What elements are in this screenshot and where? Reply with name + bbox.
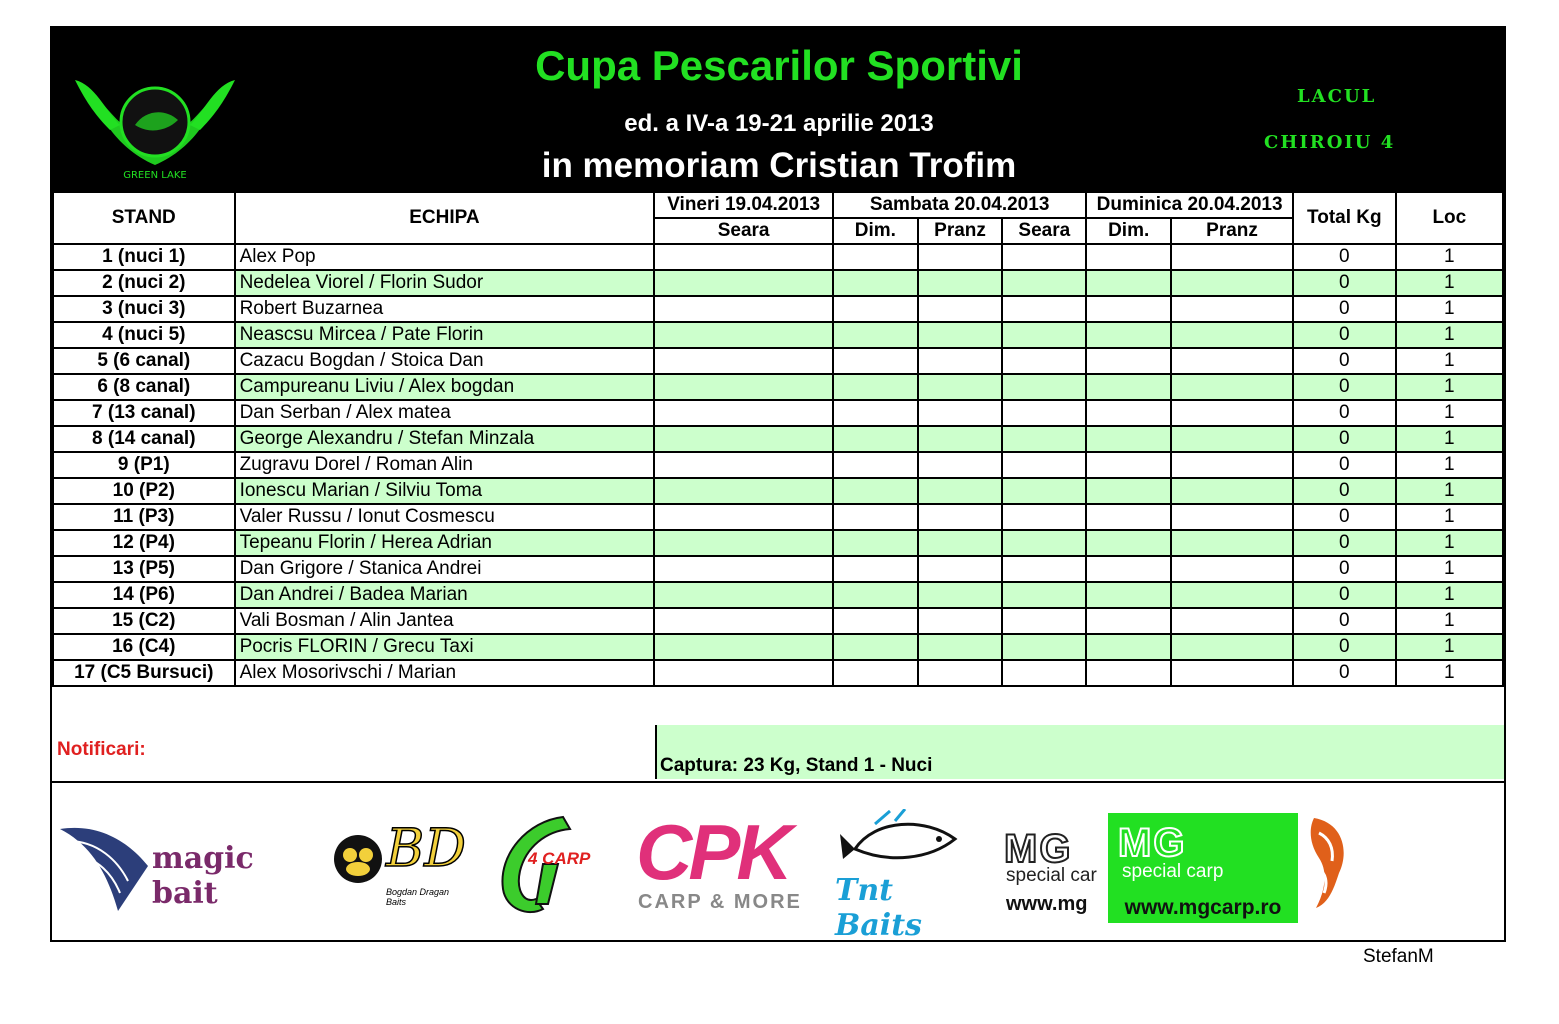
table-header-row (53, 192, 1503, 218)
stand-cell: 2 (nuci 2) (53, 270, 235, 296)
bd-text: BD (386, 819, 466, 879)
day2-dim-cell (833, 244, 918, 270)
day3-dim-cell (1086, 660, 1171, 686)
mg-partial-subtext: special car (1006, 865, 1097, 886)
team-cell: Dan Serban / Alex matea (235, 400, 655, 426)
place-cell: 1 (1396, 374, 1503, 400)
total-cell: 0 (1293, 556, 1396, 582)
notes-left (52, 725, 657, 779)
day2-pranz-cell (918, 660, 1003, 686)
day1-seara-cell (654, 530, 833, 556)
day3-dim-cell (1086, 426, 1171, 452)
day2-seara-cell (1002, 270, 1086, 296)
day3-dim-cell (1086, 478, 1171, 504)
day2-pranz-cell (918, 426, 1003, 452)
day1-seara-cell (654, 556, 833, 582)
mg-partial-text: MG (1004, 833, 1073, 871)
day2-seara-cell (1002, 660, 1086, 686)
notes-right (657, 725, 1504, 779)
day2-seara-cell (1002, 322, 1086, 348)
day3-pranz-cell (1171, 556, 1293, 582)
stand-cell: 5 (6 canal) (53, 348, 235, 374)
sponsor-mg-partial (1004, 833, 1108, 923)
tnt-text: Tnt Baits (835, 873, 922, 943)
total-cell: 0 (1293, 478, 1396, 504)
table-row (53, 634, 1503, 660)
total-cell: 0 (1293, 270, 1396, 296)
monkey-icon (328, 829, 388, 889)
place-cell: 1 (1396, 634, 1503, 660)
svg-text:GREEN LAKE: GREEN LAKE (123, 170, 187, 181)
table-row (53, 348, 1503, 374)
mg-text: MG (1118, 821, 1187, 865)
results-sheet (50, 26, 1506, 942)
mg-url: www.mgcarp.ro (1108, 893, 1298, 923)
place-cell: 1 (1396, 478, 1503, 504)
stand-cell: 3 (nuci 3) (53, 296, 235, 322)
place-cell: 1 (1396, 452, 1503, 478)
club-logo-text: CLUBUL (122, 66, 188, 84)
day3-dim-cell (1086, 322, 1171, 348)
mg-partial-url: www.mg (1006, 893, 1088, 915)
day3-pranz-cell (1171, 582, 1293, 608)
day2-dim-cell (833, 452, 918, 478)
magic-bait-logo-icon (58, 821, 158, 916)
table-row (53, 582, 1503, 608)
day2-seara-cell (1002, 348, 1086, 374)
team-cell: Dan Grigore / Stanica Andrei (235, 556, 655, 582)
total-cell: 0 (1293, 452, 1396, 478)
day3-dim-cell (1086, 634, 1171, 660)
day3-dim-cell (1086, 530, 1171, 556)
table-row (53, 322, 1503, 348)
table-row (53, 530, 1503, 556)
day3-pranz-cell (1171, 660, 1293, 686)
day2-dim-cell (833, 270, 918, 296)
day2-pranz-cell (918, 244, 1003, 270)
stand-cell: 16 (C4) (53, 634, 235, 660)
sponsor-tnt-baits (835, 809, 975, 943)
fish-icon (835, 809, 975, 879)
place-cell: 1 (1396, 530, 1503, 556)
total-cell: 0 (1293, 296, 1396, 322)
team-cell: Zugravu Dorel / Roman Alin (235, 452, 655, 478)
4carp-text: 4 CARP (528, 849, 591, 868)
col-header-day1: Vineri 19.04.2013 (654, 192, 833, 218)
day1-seara-cell (654, 374, 833, 400)
team-cell: Neascsu Mircea / Pate Florin (235, 322, 655, 348)
team-cell: Campureanu Liviu / Alex bogdan (235, 374, 655, 400)
place-cell: 1 (1396, 322, 1503, 348)
total-cell: 0 (1293, 244, 1396, 270)
day2-dim-cell (833, 374, 918, 400)
day3-dim-cell (1086, 374, 1171, 400)
place-cell: 1 (1396, 348, 1503, 374)
table-row (53, 400, 1503, 426)
day1-seara-cell (654, 504, 833, 530)
day2-dim-cell (833, 348, 918, 374)
day2-dim-cell (833, 322, 918, 348)
day2-pranz-cell (918, 400, 1003, 426)
bd-subtext: Bogdan Dragan Baits (386, 887, 450, 907)
stand-cell: 6 (8 canal) (53, 374, 235, 400)
day3-pranz-cell (1171, 322, 1293, 348)
place-cell: 1 (1396, 660, 1503, 686)
day2-pranz-cell (918, 374, 1003, 400)
day1-seara-cell (654, 608, 833, 634)
place-cell: 1 (1396, 296, 1503, 322)
table-row (53, 374, 1503, 400)
team-cell: Alex Pop (235, 244, 655, 270)
stand-cell: 17 (C5 Bursuci) (53, 660, 235, 686)
capture-note: Captura: 23 Kg, Stand 1 - Nuci (660, 755, 933, 776)
stand-cell: 7 (13 canal) (53, 400, 235, 426)
place-cell: 1 (1396, 608, 1503, 634)
day2-seara-cell (1002, 582, 1086, 608)
day3-dim-cell (1086, 270, 1171, 296)
team-cell: Robert Buzarnea (235, 296, 655, 322)
team-cell: Tepeanu Florin / Herea Adrian (235, 530, 655, 556)
stand-cell: 14 (P6) (53, 582, 235, 608)
results-table (52, 191, 1504, 687)
day3-pranz-cell (1171, 478, 1293, 504)
day1-seara-cell (654, 660, 833, 686)
page-title: Cupa Pescarilor Sportivi (535, 42, 1023, 89)
day2-dim-cell (833, 400, 918, 426)
day3-dim-cell (1086, 244, 1171, 270)
sponsor-bd (328, 819, 468, 907)
author-signature: StefanM (1363, 946, 1434, 967)
mg-subtext: special carp (1122, 861, 1224, 882)
day3-dim-cell (1086, 608, 1171, 634)
day2-seara-cell (1002, 244, 1086, 270)
carp-icon (1304, 813, 1352, 913)
day3-pranz-cell (1171, 348, 1293, 374)
team-cell: Vali Bosman / Alin Jantea (235, 608, 655, 634)
day3-pranz-cell (1171, 244, 1293, 270)
day2-dim-cell (833, 530, 918, 556)
total-cell: 0 (1293, 400, 1396, 426)
cpk-text: CPK (636, 808, 789, 896)
day2-pranz-cell (918, 582, 1003, 608)
day2-dim-cell (833, 608, 918, 634)
day3-pranz-cell (1171, 426, 1293, 452)
stand-cell: 10 (P2) (53, 478, 235, 504)
day1-seara-cell (654, 244, 833, 270)
table-body (53, 244, 1503, 686)
day2-dim-cell (833, 478, 918, 504)
day1-seara-cell (654, 270, 833, 296)
day3-pranz-cell (1171, 400, 1293, 426)
day3-pranz-cell (1171, 608, 1293, 634)
edition-line: ed. a IV-a 19-21 aprilie 2013 (624, 110, 934, 137)
day2-dim-cell (833, 504, 918, 530)
table-row (53, 660, 1503, 686)
sponsors-strip (52, 783, 1504, 943)
col-header-place: Loc (1396, 192, 1503, 244)
day2-dim-cell (833, 660, 918, 686)
table-row (53, 270, 1503, 296)
day1-seara-cell (654, 452, 833, 478)
day2-pranz-cell (918, 348, 1003, 374)
day3-pranz-cell (1171, 504, 1293, 530)
day2-dim-cell (833, 296, 918, 322)
sponsor-mg (1108, 813, 1298, 923)
notes-area (52, 725, 1504, 783)
team-cell: Cazacu Bogdan / Stoica Dan (235, 348, 655, 374)
day3-pranz-cell (1171, 296, 1293, 322)
cpk-subtext: CARP & MORE (638, 891, 802, 913)
day2-seara-cell (1002, 452, 1086, 478)
team-cell: Alex Mosorivschi / Marian (235, 660, 655, 686)
total-cell: 0 (1293, 374, 1396, 400)
place-cell: 1 (1396, 504, 1503, 530)
table-row (53, 478, 1503, 504)
table-row (53, 608, 1503, 634)
table-row (53, 426, 1503, 452)
day3-dim-cell (1086, 582, 1171, 608)
day2-seara-cell (1002, 374, 1086, 400)
day1-seara-cell (654, 582, 833, 608)
sub-header-pranz: Pranz (918, 218, 1003, 244)
day3-dim-cell (1086, 296, 1171, 322)
header-banner (52, 28, 1504, 191)
stand-cell: 4 (nuci 5) (53, 322, 235, 348)
day2-pranz-cell (918, 504, 1003, 530)
sub-header-dim: Dim. (833, 218, 918, 244)
day1-seara-cell (654, 634, 833, 660)
day1-seara-cell (654, 348, 833, 374)
total-cell: 0 (1293, 582, 1396, 608)
table-row (53, 452, 1503, 478)
day2-pranz-cell (918, 530, 1003, 556)
memoriam-line: in memoriam Cristian Trofim (541, 146, 1017, 185)
lake-label-line2: CHIROIU 4 (1264, 132, 1396, 153)
place-cell: 1 (1396, 270, 1503, 296)
club-logo (70, 50, 240, 190)
day2-dim-cell (833, 426, 918, 452)
place-cell: 1 (1396, 400, 1503, 426)
table-row (53, 556, 1503, 582)
total-cell: 0 (1293, 504, 1396, 530)
sub-header-seara: Seara (1002, 218, 1086, 244)
day2-seara-cell (1002, 530, 1086, 556)
day2-pranz-cell (918, 556, 1003, 582)
place-cell: 1 (1396, 244, 1503, 270)
col-header-stand: STAND (53, 192, 235, 244)
total-cell: 0 (1293, 530, 1396, 556)
day3-dim-cell (1086, 452, 1171, 478)
day3-dim-cell (1086, 348, 1171, 374)
place-cell: 1 (1396, 426, 1503, 452)
team-cell: George Alexandru / Stefan Minzala (235, 426, 655, 452)
total-cell: 0 (1293, 348, 1396, 374)
day2-pranz-cell (918, 634, 1003, 660)
total-cell: 0 (1293, 608, 1396, 634)
stand-cell: 12 (P4) (53, 530, 235, 556)
sponsor-cpk (636, 808, 806, 921)
day2-pranz-cell (918, 608, 1003, 634)
day1-seara-cell (654, 296, 833, 322)
day2-seara-cell (1002, 478, 1086, 504)
day2-pranz-cell (918, 322, 1003, 348)
day1-seara-cell (654, 478, 833, 504)
col-header-day2: Sambata 20.04.2013 (833, 192, 1086, 218)
day3-dim-cell (1086, 504, 1171, 530)
total-cell: 0 (1293, 634, 1396, 660)
team-cell: Valer Russu / Ionut Cosmescu (235, 504, 655, 530)
stand-cell: 11 (P3) (53, 504, 235, 530)
day2-pranz-cell (918, 296, 1003, 322)
day2-seara-cell (1002, 504, 1086, 530)
table-row (53, 244, 1503, 270)
day2-pranz-cell (918, 270, 1003, 296)
col-header-day3: Duminica 20.04.2013 (1086, 192, 1293, 218)
day3-pranz-cell (1171, 374, 1293, 400)
team-cell: Ionescu Marian / Silviu Toma (235, 478, 655, 504)
total-cell: 0 (1293, 322, 1396, 348)
day2-dim-cell (833, 582, 918, 608)
day2-dim-cell (833, 556, 918, 582)
table-row (53, 296, 1503, 322)
day3-pranz-cell (1171, 634, 1293, 660)
day2-seara-cell (1002, 608, 1086, 634)
day2-dim-cell (833, 634, 918, 660)
day3-pranz-cell (1171, 452, 1293, 478)
stand-cell: 15 (C2) (53, 608, 235, 634)
sponsor-4carp (488, 809, 608, 919)
col-header-total: Total Kg (1293, 192, 1396, 244)
col-header-team: ECHIPA (235, 192, 655, 244)
day3-pranz-cell (1171, 530, 1293, 556)
team-cell: Nedelea Viorel / Florin Sudor (235, 270, 655, 296)
day3-dim-cell (1086, 400, 1171, 426)
lake-label-line1: LACUL (1297, 86, 1377, 107)
day3-dim-cell (1086, 556, 1171, 582)
stand-cell: 1 (nuci 1) (53, 244, 235, 270)
team-cell: Pocris FLORIN / Grecu Taxi (235, 634, 655, 660)
notes-label: Notificari: (57, 739, 146, 760)
day2-seara-cell (1002, 426, 1086, 452)
stand-cell: 9 (P1) (53, 452, 235, 478)
day2-seara-cell (1002, 556, 1086, 582)
team-cell: Dan Andrei / Badea Marian (235, 582, 655, 608)
sub-header-pranz: Pranz (1171, 218, 1293, 244)
place-cell: 1 (1396, 582, 1503, 608)
table-row (53, 504, 1503, 530)
day2-pranz-cell (918, 478, 1003, 504)
day1-seara-cell (654, 322, 833, 348)
stand-cell: 8 (14 canal) (53, 426, 235, 452)
sponsor-magic-bait (58, 821, 303, 916)
place-cell: 1 (1396, 556, 1503, 582)
day2-seara-cell (1002, 634, 1086, 660)
day2-seara-cell (1002, 400, 1086, 426)
day2-seara-cell (1002, 296, 1086, 322)
sub-header-seara: Seara (654, 218, 833, 244)
total-cell: 0 (1293, 426, 1396, 452)
day1-seara-cell (654, 400, 833, 426)
total-cell: 0 (1293, 660, 1396, 686)
day1-seara-cell (654, 426, 833, 452)
sub-header-dim: Dim. (1086, 218, 1171, 244)
day3-pranz-cell (1171, 270, 1293, 296)
magic-bait-text: magic bait (152, 841, 254, 911)
day2-pranz-cell (918, 452, 1003, 478)
stand-cell: 13 (P5) (53, 556, 235, 582)
